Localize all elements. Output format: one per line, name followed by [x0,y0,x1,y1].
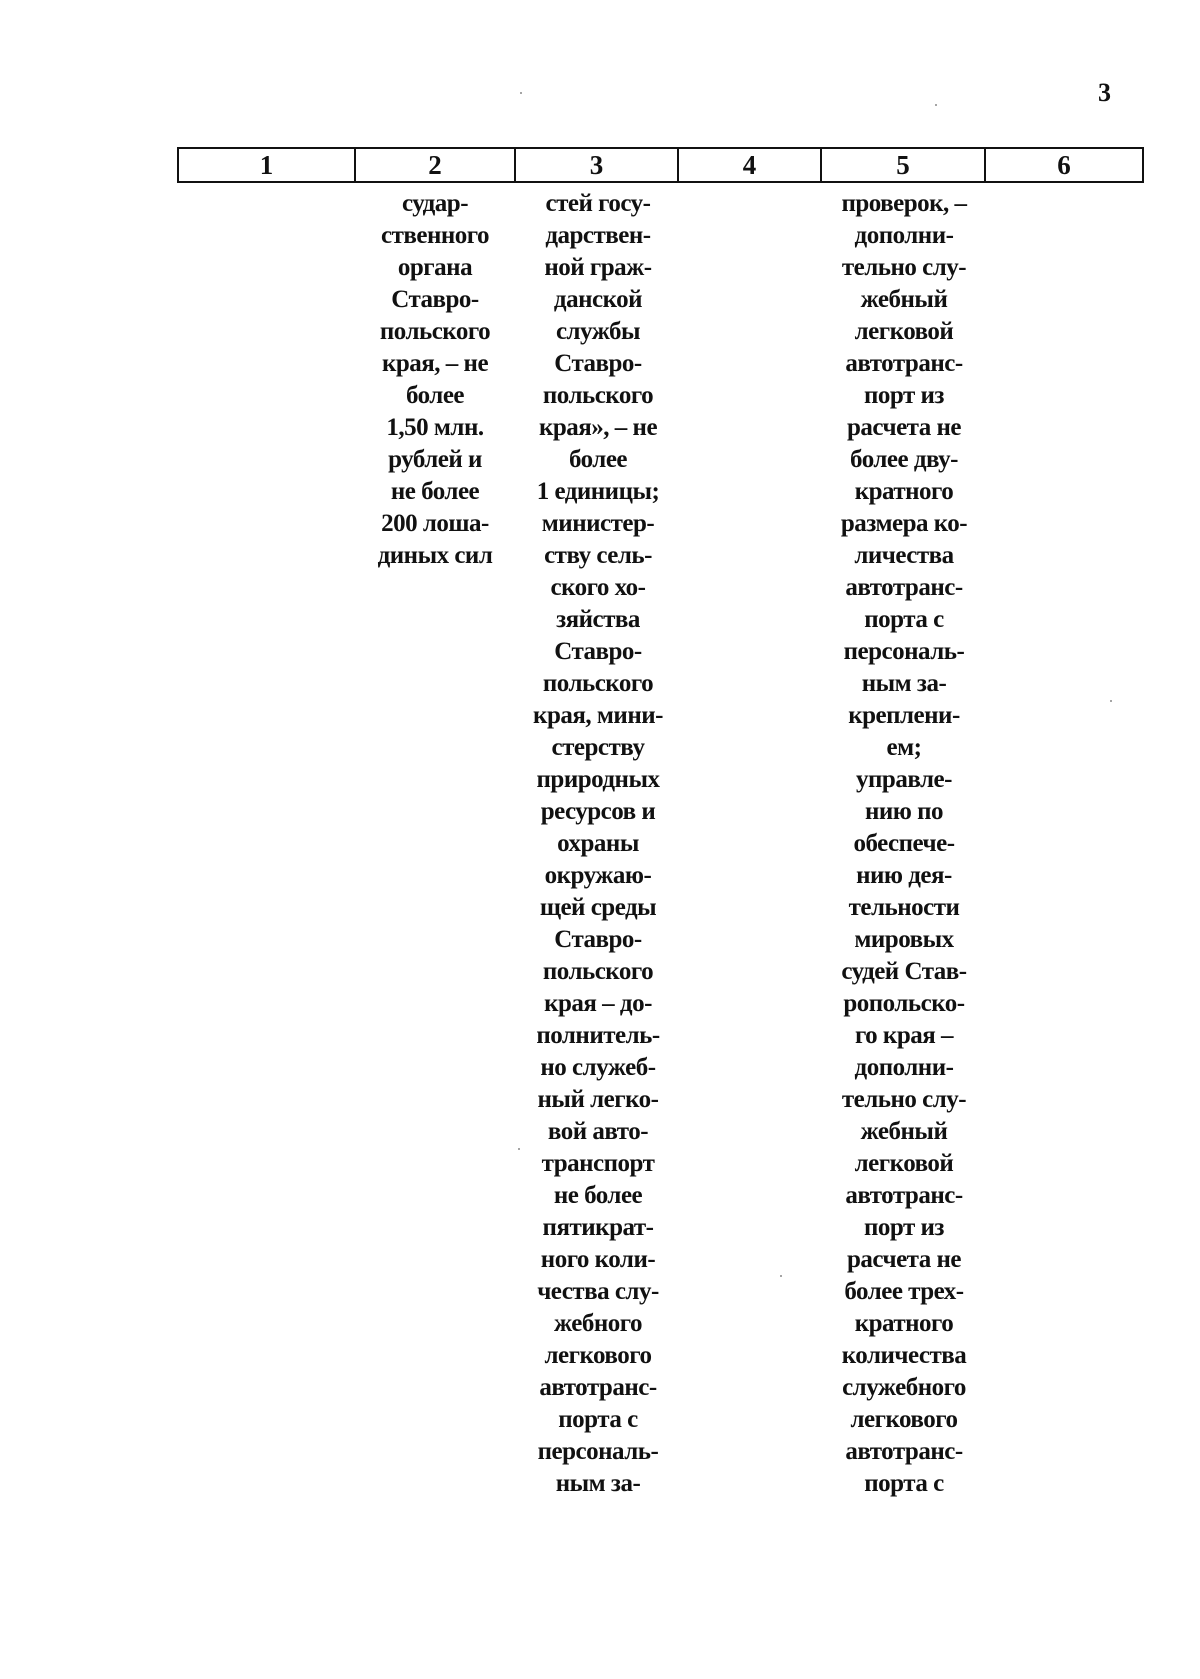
header-cell-1: 1 [178,148,355,182]
page-number: 3 [1098,78,1111,107]
column-2-text: судар- ственного органа Ставро- польского края, – не более 1,50 млн. рублей и не более 200 лоша- диных сил [377,190,493,569]
header-cell-5: 5 [821,148,985,182]
header-cell-3: 3 [515,148,678,182]
scan-speck [935,104,937,106]
scan-speck [1110,700,1112,702]
column-5-text: проверок, – дополни- тельно слу- жебный легковой автотранс- порт из расчета не более дву- кратного размера ко- личества автотранс- порта с персональ- ным за- креплени- ем; управле- нию по обеспече- нию дея- тельности мировых судей Став- ропольско- го края – дополни- тельно слу- жебный легковой автотранс- порт из расчета не более трех- кратного количества служебного легкового автотранс- порта с [840,190,968,1497]
column-number-header [177,147,1144,183]
scan-speck [518,1148,520,1150]
header-cell-6: 6 [985,148,1143,182]
header-row [178,148,1143,182]
header-cell-2: 2 [355,148,515,182]
scan-speck [520,92,522,94]
column-3-text: стей госу- дарствен- ной граж- данской службы Ставро- польского края», – не более 1 единицы; министер- ству сель- ского хо- зяйства Ставро- польского края, мини- стерству природных ресурсов и охраны окружаю- щей среды Ставро- польского края – до- полнитель- но служеб- ный легко- вой авто- транспорт не более пятикрат- ного коли- чества слу- жебного легкового автотранс- порта с персональ- ным за- [533,190,663,1497]
scan-speck [780,1275,782,1277]
header-cell-4: 4 [678,148,821,182]
